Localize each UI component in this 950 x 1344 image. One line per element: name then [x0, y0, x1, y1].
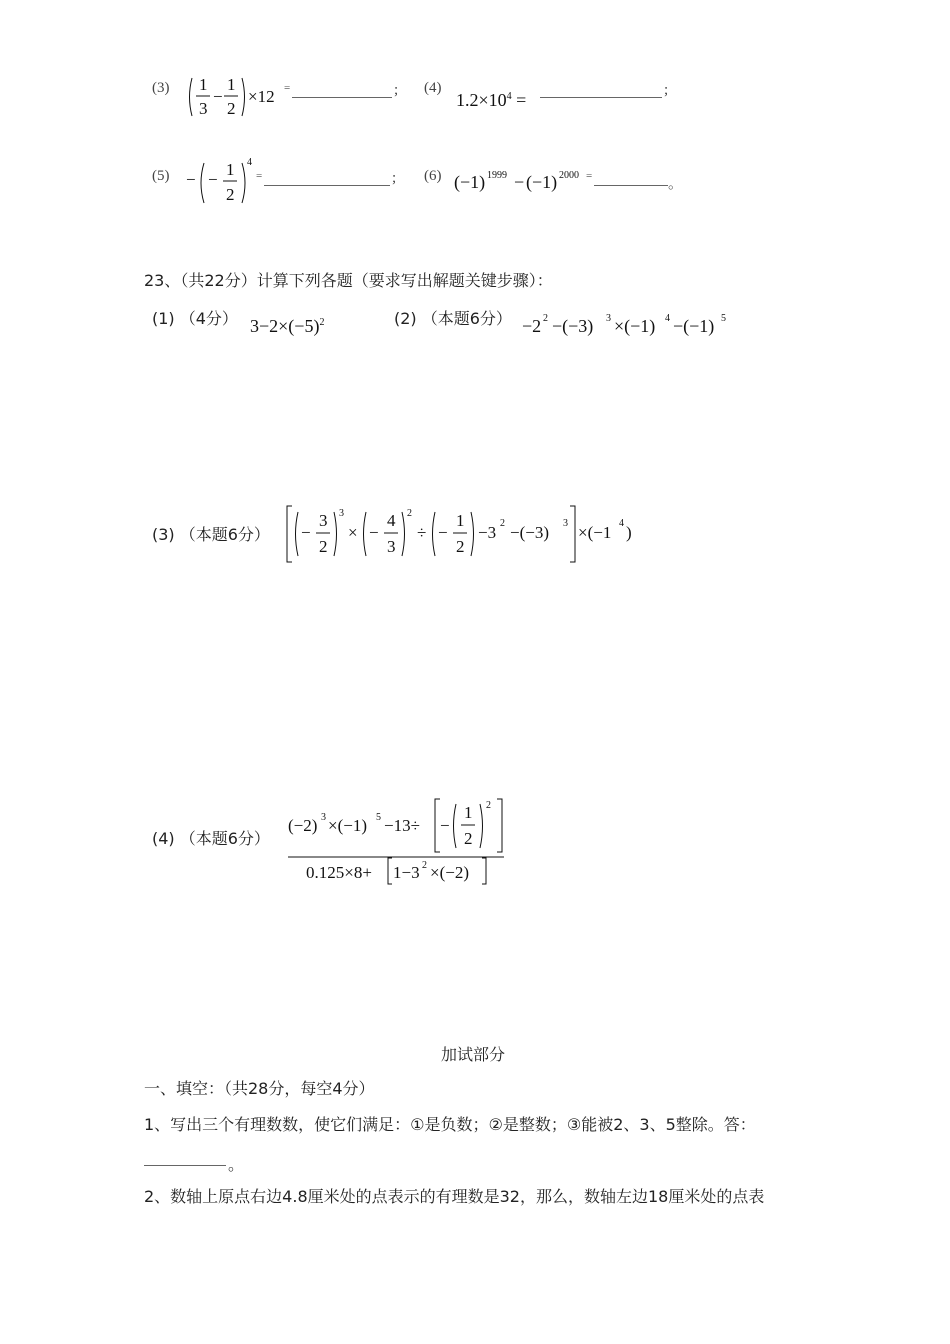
- q22-item5-eq: =: [256, 170, 263, 182]
- svg-text:1: 1: [226, 160, 235, 179]
- svg-text:−: −: [301, 523, 311, 542]
- q23-p2-label: (2) （本题6分）: [394, 309, 512, 328]
- q23-heading: 23、（共22分）计算下列各题（要求写出解题关键步骤）：: [144, 271, 553, 290]
- extra-title: 加试部分: [441, 1045, 506, 1064]
- svg-text:2: 2: [543, 313, 548, 324]
- svg-text:×12: ×12: [248, 87, 275, 106]
- svg-text:2: 2: [486, 800, 491, 811]
- q22-item4-label: (4): [424, 80, 442, 96]
- q23-p1-formula: $3-2\times(-5)^2$: [250, 316, 325, 336]
- q22-item5-end: ;: [392, 170, 397, 186]
- q22-item4-formula: $1.2\times 10^4$ =: [456, 90, 527, 110]
- q22-item3-end: ;: [394, 82, 399, 98]
- svg-text:−: −: [208, 170, 218, 189]
- q22-item4-end: ;: [664, 82, 669, 98]
- svg-text:×(−1: ×(−1: [578, 523, 612, 542]
- svg-text:÷: ÷: [417, 523, 427, 542]
- svg-text:3: 3: [339, 508, 344, 519]
- svg-text:−: −: [438, 523, 448, 542]
- q22-item5-formula: [184, 155, 259, 211]
- q22-item3-eq: =: [284, 82, 291, 94]
- q23-p4-label: (4) （本题6分）: [152, 829, 270, 848]
- q22-item6-formula: [454, 166, 592, 196]
- extra-q1-text: 1、写出三个有理数数，使它们满足：①是负数；②是整数；③能被2、3、5整除。答：: [144, 1115, 756, 1134]
- svg-text:−: −: [213, 87, 223, 106]
- svg-text:×(−1): ×(−1): [614, 316, 656, 336]
- svg-text:−3: −3: [478, 523, 497, 542]
- svg-text:−: −: [186, 170, 196, 189]
- svg-text:−: −: [514, 172, 525, 192]
- q22-item6-eq: =: [586, 170, 593, 182]
- extra-section-heading: 一、填空：（共28分，每空4分）: [144, 1079, 375, 1098]
- svg-text:2: 2: [407, 508, 412, 519]
- svg-text:2: 2: [500, 518, 505, 529]
- extra-q1-end: 。: [228, 1155, 245, 1174]
- svg-text:4: 4: [619, 518, 624, 529]
- q22-item3-answer-blank[interactable]: [292, 96, 392, 98]
- svg-text:3: 3: [563, 518, 568, 529]
- svg-text:2: 2: [422, 860, 427, 871]
- q22-item6-answer-blank[interactable]: [594, 184, 668, 186]
- svg-text:3: 3: [319, 511, 328, 530]
- q22-item4-answer-blank[interactable]: [540, 96, 662, 98]
- svg-text:−(−3): −(−3): [510, 523, 549, 542]
- svg-text:4: 4: [247, 157, 252, 168]
- svg-text:4: 4: [387, 511, 396, 530]
- svg-text:2000: 2000: [559, 170, 579, 181]
- svg-text:1: 1: [227, 75, 236, 94]
- svg-text:−(−1): −(−1): [673, 316, 715, 336]
- svg-text:5: 5: [721, 313, 726, 324]
- svg-text:1999: 1999: [487, 170, 507, 181]
- svg-text:−: −: [369, 523, 379, 542]
- svg-text:−13÷: −13÷: [384, 816, 420, 835]
- svg-text:0.125×8+: 0.125×8+: [306, 863, 372, 882]
- q23-p3-label: (3) （本题6分）: [152, 525, 270, 544]
- q23-p1-label: (1) （4分）: [152, 309, 238, 328]
- extra-q2-text: 2、数轴上原点右边4.8厘米处的点表示的有理数是32，那么，数轴左边18厘米处的点表: [144, 1187, 765, 1206]
- q22-item6-end: 。: [668, 176, 684, 192]
- svg-text:×(−1): ×(−1): [328, 816, 367, 835]
- svg-text:×: ×: [348, 523, 358, 542]
- svg-text:−2: −2: [522, 316, 542, 336]
- svg-text:2: 2: [227, 99, 236, 118]
- svg-text:4: 4: [665, 313, 670, 324]
- svg-text:1: 1: [199, 75, 208, 94]
- q22-item6-label: (6): [424, 168, 442, 184]
- svg-text:(−2): (−2): [288, 816, 318, 835]
- q23-p4-formula: [284, 796, 508, 888]
- svg-text:×(−2): ×(−2): [430, 863, 469, 882]
- svg-text:2: 2: [456, 537, 465, 556]
- svg-text:1−3: 1−3: [393, 863, 420, 882]
- svg-text:5: 5: [376, 812, 381, 823]
- svg-text:2: 2: [226, 185, 235, 204]
- svg-text:): ): [626, 523, 632, 542]
- svg-text:1: 1: [456, 511, 465, 530]
- extra-q1-answer-blank[interactable]: [144, 1164, 226, 1166]
- svg-text:2: 2: [464, 829, 473, 848]
- svg-text:−(−3): −(−3): [552, 316, 594, 336]
- svg-text:2: 2: [319, 537, 328, 556]
- q22-item5-label: (5): [152, 168, 170, 184]
- svg-text:−: −: [440, 816, 450, 835]
- svg-text:1: 1: [464, 803, 473, 822]
- svg-text:3: 3: [606, 313, 611, 324]
- q23-p2-formula: [522, 308, 732, 342]
- q22-item3-label: (3): [152, 80, 170, 96]
- svg-text:3: 3: [321, 812, 326, 823]
- svg-text:(−1): (−1): [526, 172, 558, 192]
- svg-text:3: 3: [387, 537, 396, 556]
- svg-text:(−1): (−1): [454, 172, 486, 192]
- q23-p3-formula: [284, 502, 640, 566]
- svg-text:3: 3: [199, 99, 208, 118]
- q22-item3-formula: [184, 72, 286, 122]
- q22-item5-answer-blank[interactable]: [264, 184, 390, 186]
